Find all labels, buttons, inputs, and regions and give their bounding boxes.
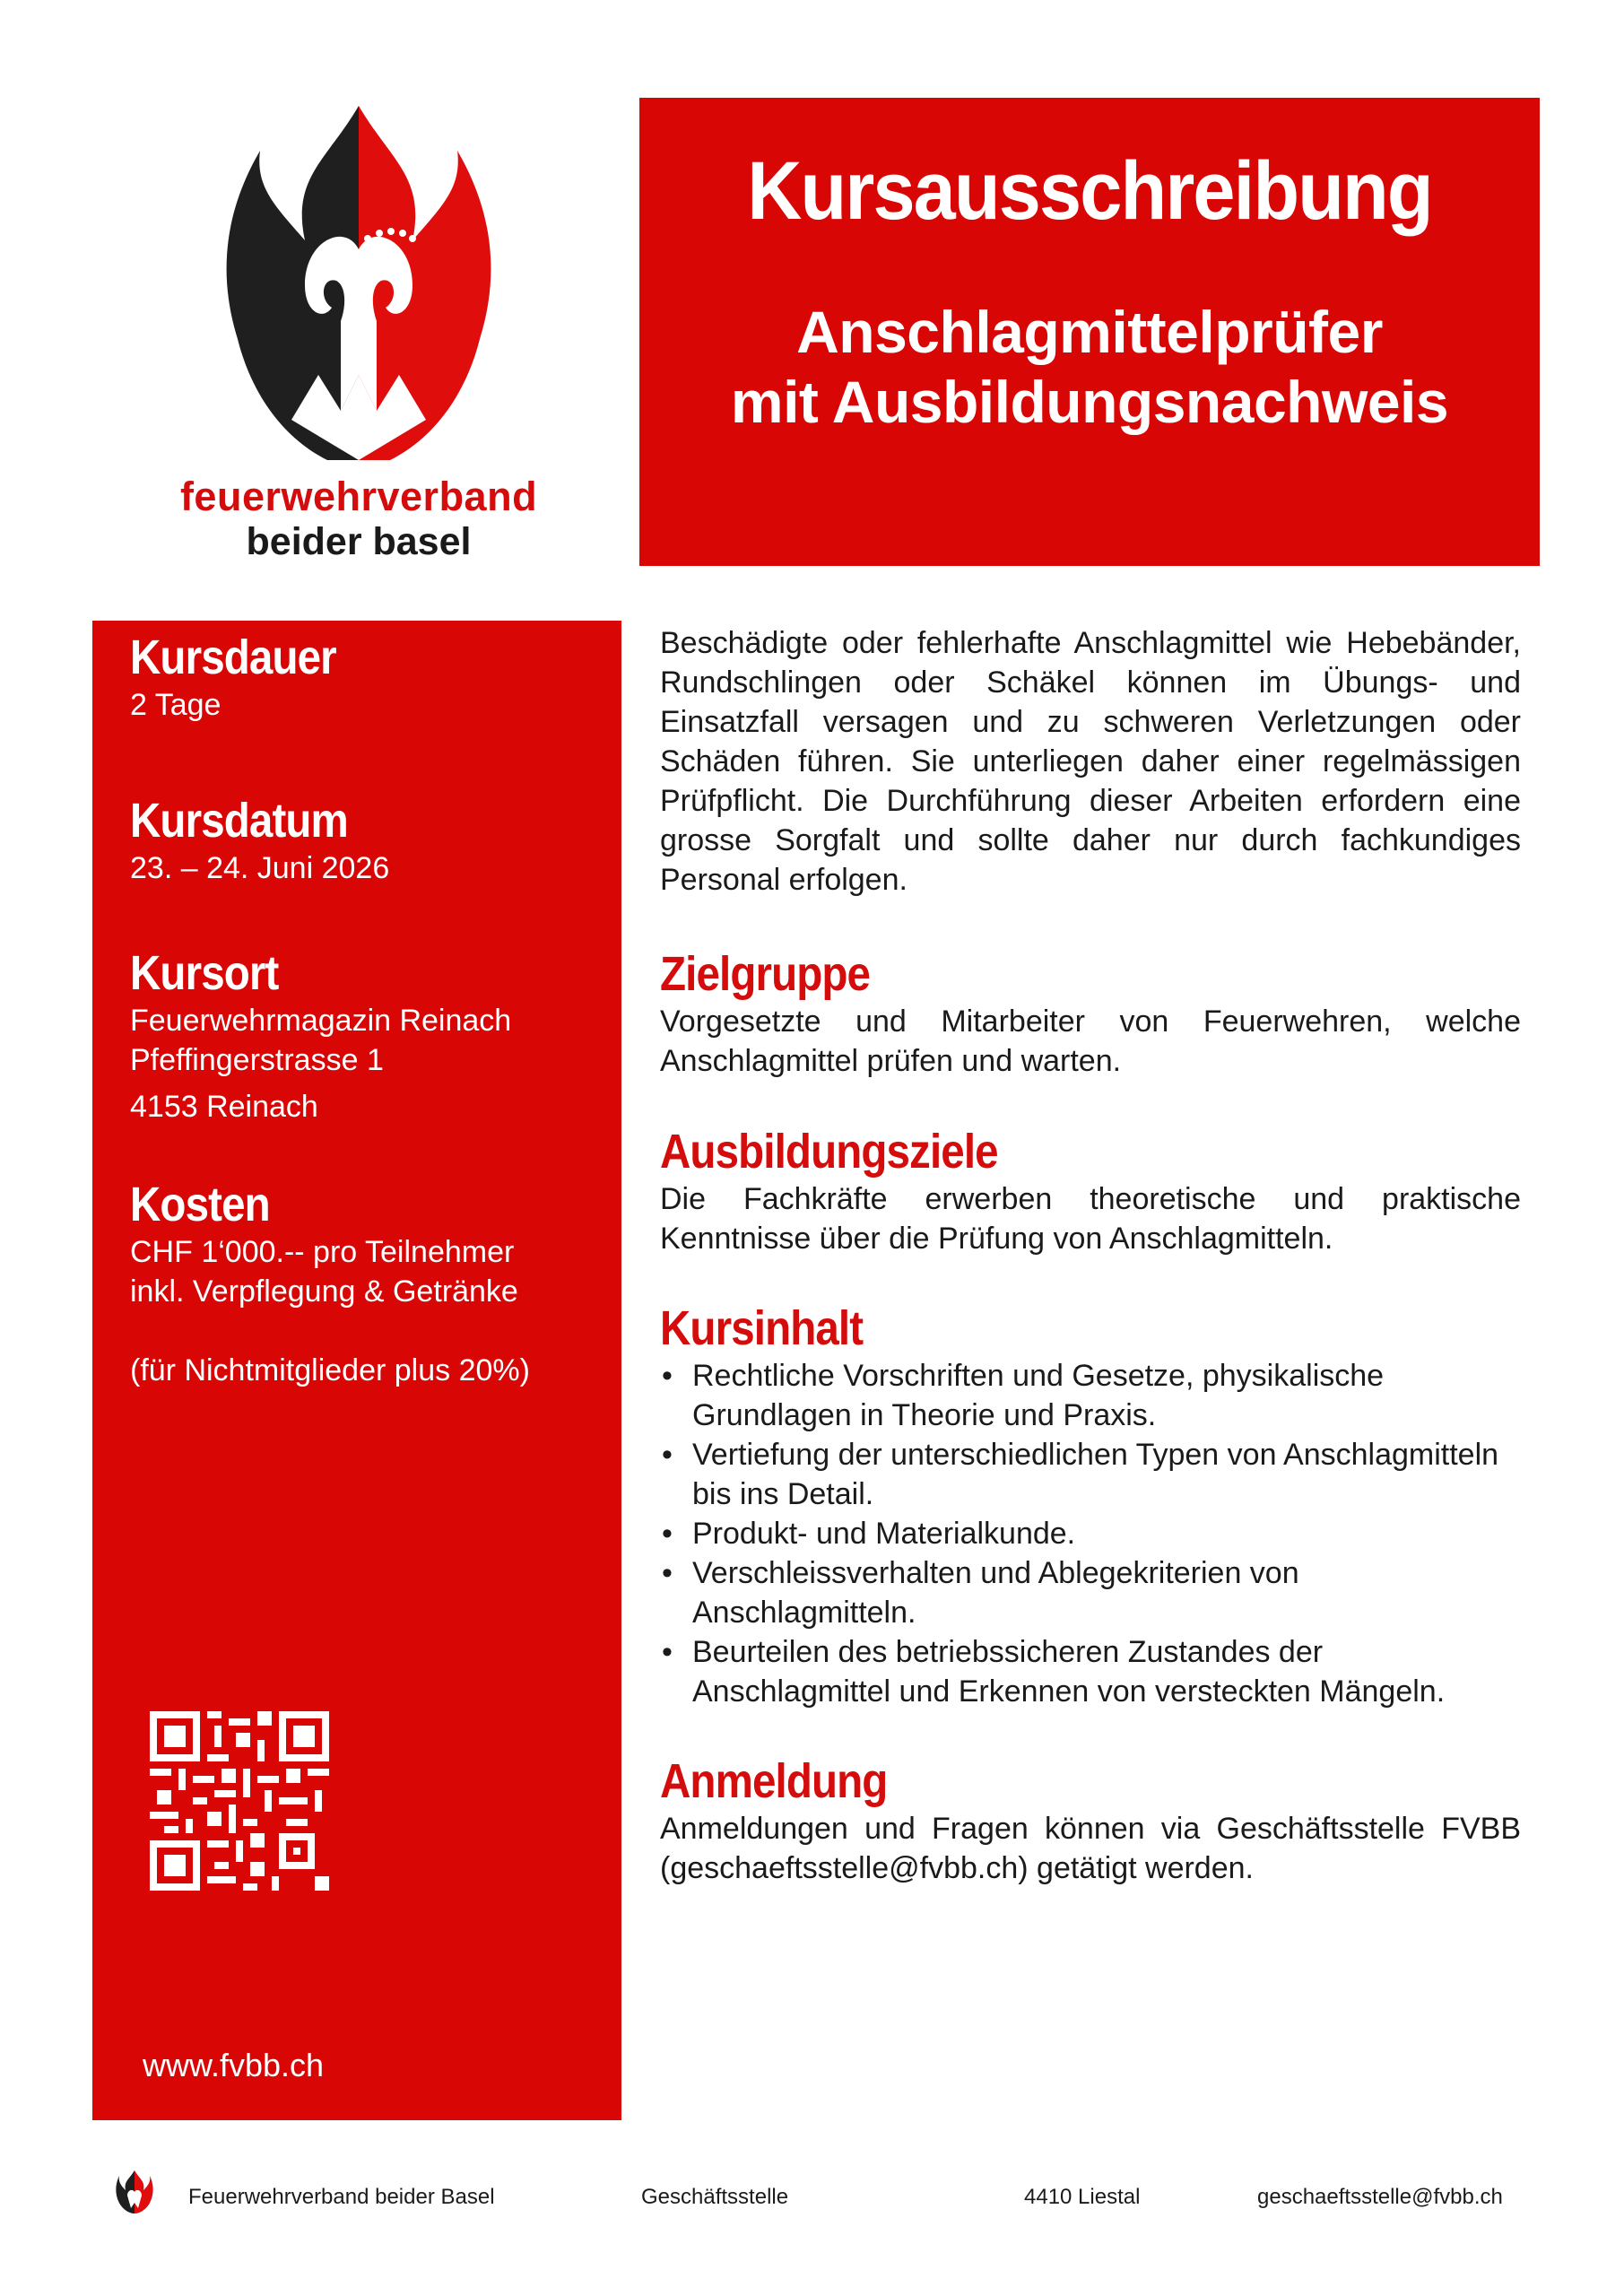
list-item: • Vertiefung der unterschiedlichen Typen von Anschlagmitteln bis ins Detail.: [660, 1435, 1521, 1514]
page-title: Kursausschreibung: [747, 145, 1432, 237]
duration-block: [130, 630, 614, 725]
location-line1: Feuerwehrmagazin Reinach: [130, 1004, 512, 1038]
flame-crest-icon: [220, 106, 498, 465]
website-link[interactable]: www.fvbb.ch: [143, 2047, 325, 2083]
location-line2: Pfeffingerstrasse 1: [130, 1043, 384, 1077]
footer-email[interactable]: geschaeftsstelle@fvbb.ch: [1257, 2185, 1503, 2209]
qr-code-icon[interactable]: [150, 1711, 329, 1891]
course-title-line1: Anschlagmittelprüfer: [796, 299, 1383, 365]
list-item: • Rechtliche Vorschriften und Gesetze, physikalische Grundlagen in Theorie und Praxis.: [660, 1356, 1521, 1435]
duration-heading: Kursdauer: [130, 631, 336, 684]
list-item: • Beurteilen des betriebssicheren Zustandes der Anschlagmittel und Erkennen von versteckten Mängeln.: [660, 1632, 1521, 1711]
course-info-panel: [92, 621, 621, 2120]
list-item: • Verschleissverhalten und Ablegekriterien von Anschlagmitteln.: [660, 1553, 1521, 1632]
registration-section: [660, 1753, 1521, 1888]
content-list: [660, 1356, 1521, 1711]
target-heading: Zielgruppe: [660, 947, 871, 1001]
date-heading: Kursdatum: [130, 794, 348, 848]
cost-line1: CHF 1‘000.-- pro Teilnehmer: [130, 1235, 515, 1269]
date-block: [130, 793, 614, 888]
goals-text: Die Fachkräfte erwerben theoretische und praktische Kenntnisse über die Prüfung von Anschlagmitteln.: [660, 1182, 1521, 1256]
course-title-line2: mit Ausbildungsnachweis: [730, 369, 1449, 435]
target-text: Vorgesetzte und Mitarbeiter von Feuerwehren, welche Anschlagmittel prüfen und warten.: [660, 1004, 1521, 1078]
logo-text-secondary: beider basel: [246, 520, 472, 563]
duration-value: 2 Tage: [130, 688, 221, 722]
list-item: • Produkt- und Materialkunde.: [660, 1514, 1521, 1553]
registration-heading: Anmeldung: [660, 1754, 888, 1808]
intro-block: [660, 623, 1521, 900]
location-line3: 4153 Reinach: [130, 1090, 318, 1124]
target-section: [660, 946, 1521, 1081]
date-value: 23. – 24. Juni 2026: [130, 851, 390, 885]
title-banner: [639, 98, 1540, 566]
footer: [0, 2176, 1624, 2221]
content-section: [660, 1300, 1521, 1711]
logo-text-primary: feuerwehrverband: [179, 474, 538, 519]
content-heading: Kursinhalt: [660, 1301, 864, 1355]
goals-section: [660, 1124, 1521, 1258]
location-heading: Kursort: [130, 946, 279, 1000]
intro-paragraph: Beschädigte oder fehlerhafte Anschlagmittel wie Hebebänder, Rundschlingen oder Schäkel können im Übungs- und Einsatzfall versagen und zu schweren Verletzungen oder Schäden führen. Sie unterliegen daher einer regelmässigen Prüfpflicht. Die Durchführung dieser Arbeiten erfordern eine grosse Sorgfalt und sollte daher nur durch fachkundiges Personal erfolgen.: [660, 626, 1521, 897]
cost-block: [130, 1177, 614, 1390]
cost-line2: inkl. Verpflegung & Getränke: [130, 1274, 518, 1309]
location-block: [130, 945, 614, 1126]
logo: [135, 106, 583, 572]
footer-city: 4410 Liestal: [1024, 2185, 1141, 2209]
registration-text: Anmeldungen und Fragen können via Geschäftsstelle FVBB (geschaeftsstelle@fvbb.ch) getätigt werden.: [660, 1812, 1521, 1885]
cost-heading: Kosten: [130, 1178, 270, 1231]
cost-line3: (für Nichtmitglieder plus 20%): [130, 1353, 530, 1387]
goals-heading: Ausbildungsziele: [660, 1125, 998, 1178]
footer-office: Geschäftsstelle: [641, 2185, 789, 2209]
course-title: [639, 297, 1540, 437]
footer-org: Feuerwehrverband beider Basel: [188, 2185, 495, 2209]
